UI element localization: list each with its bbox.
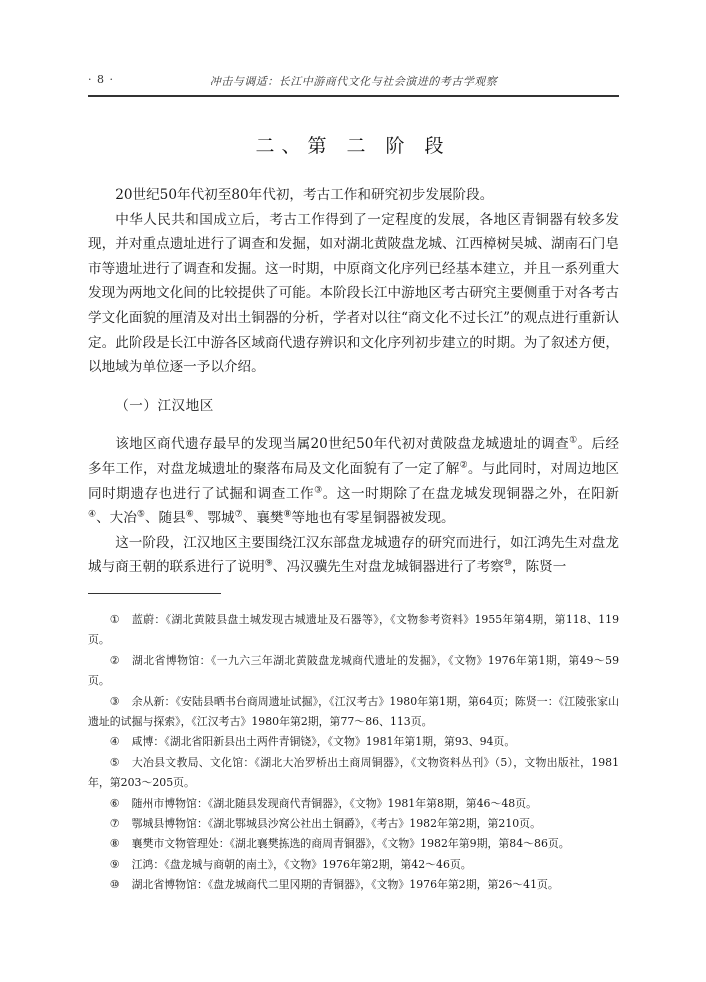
paragraph-3	[88, 432, 619, 530]
section-title: 二、第 二 阶 段	[255, 135, 451, 157]
text-run: 、随县	[144, 510, 186, 527]
footnote-number: ⑥	[109, 796, 120, 810]
paragraph-2: 中华人民共和国成立后，考古工作得到了一定程度的发展，各地区青铜器有较多发现，并对重点遗址进行了调查和发掘，如对湖北黄陂盘龙城、江西樟树吴城、湖南石门皂市等遗址进行了调查和发掘。这一时期，中原商文化序列已经基本建立，并且一系列重大发现为两地文化间的比较提供了可能。本阶段长江中游地区考古研究主要侧重于对各考古学文化面貌的厘清及对出土铜器的分析，学者对以往“商文化不过长江”的观点进行重新认定。此阶段是长江中游各区域商代遗存辨识和文化序列初步建立的时期。为了叙述方便，以地域为单位逐一予以介绍。	[88, 211, 619, 376]
footnote-number: ②	[109, 653, 120, 667]
subheading: （一）江汉地区	[115, 397, 214, 414]
text-run: 、襄樊	[242, 510, 284, 527]
footnote-text: 余从新：《安陆县晒书台商周遗址试掘》，《江汉考古》1980年第1期，第64页；陈贤一：《江陵张家山遗址的试掘与探索》，《江汉考古》1980年第2期，第77～86、113页。	[88, 694, 619, 729]
footnote-text: 咸博：《湖北省阳新县出土两件青铜铙》，《文物》1981年第1期，第93、94页。	[131, 735, 516, 749]
footnote-text: 大冶县文教局、文化馆：《湖北大冶罗桥出土商周铜器》，《文物资料丛刊》（5），文物出版社，1981年，第203～205页。	[88, 755, 619, 790]
footnote-rule	[88, 593, 221, 594]
footnote-ref-8[interactable]: ⑧	[283, 509, 292, 520]
footnote-number: ⑨	[109, 857, 120, 871]
text-run: 。这一时期除了在盘龙城发现铜器之外，在阳新	[322, 485, 620, 502]
footnote-10	[88, 875, 619, 895]
page-number: · 8 ·	[88, 73, 114, 86]
footnote-9	[88, 855, 619, 875]
footnote-3	[88, 692, 619, 733]
footnote-ref-10[interactable]: ⑩	[503, 558, 512, 569]
text-run: 、大冶	[96, 510, 137, 527]
footnote-ref-1[interactable]: ①	[569, 435, 578, 446]
text-run: ，陈贤一	[511, 559, 567, 576]
footnote-6	[88, 794, 619, 814]
text-run: 、冯汉骥先生对盘龙城铜器进行了考察	[272, 559, 504, 576]
footnote-number: ⑤	[109, 755, 120, 769]
footnote-1	[88, 610, 619, 651]
paragraph-1: 20世纪50年代初至80年代初，考古工作和研究初步发展阶段。	[115, 187, 494, 203]
footnote-ref-7[interactable]: ⑦	[234, 509, 243, 520]
footnote-text: 蓝蔚：《湖北黄陂县盘土城发现古城遗址及石器等》，《文物参考资料》1955年第4期，第118、119页。	[88, 613, 619, 647]
footnote-ref-9[interactable]: ⑨	[264, 558, 273, 569]
running-title: 冲击与调适：长江中游商代文化与社会演进的考古学观察	[209, 75, 498, 88]
footnote-text: 江鸿：《盘龙城与商朝的南土》，《文物》1976年第2期，第42～46页。	[131, 857, 472, 871]
paragraph-4	[88, 531, 619, 580]
text-run: 。与此同时，对周边地区同时期遗存也进行了试掘和调查工作	[88, 460, 620, 502]
footnote-number: ③	[109, 694, 120, 708]
footnote-number: ①	[109, 613, 120, 626]
text-run: 这一阶段，江汉地区主要围绕江汉东部盘龙城遗存的研究而进行，如江鸿先生对盘龙城与商王朝的联系进行了说明	[88, 534, 619, 576]
footnote-text: 随州市博物馆：《湖北随县发现商代青铜器》，《文物》1981年第8期，第46～48页。	[131, 796, 537, 810]
footnote-ref-2[interactable]: ②	[459, 460, 468, 471]
footnote-7	[88, 814, 619, 834]
text-run: 等地也有零星铜器被发现。	[291, 510, 455, 527]
footnote-number: ⑧	[109, 837, 120, 851]
footnote-number: ④	[109, 735, 120, 749]
footnote-text: 鄂城县博物馆：《湖北鄂城县沙窝公社出土铜爵》，《考古》1982年第2期，第210页。	[131, 817, 541, 831]
footnote-ref-3[interactable]: ③	[314, 485, 323, 495]
footnote-2	[88, 651, 619, 692]
main-text	[88, 183, 619, 580]
footnote-ref-5[interactable]: ⑤	[136, 509, 145, 520]
footnote-4	[88, 732, 619, 752]
footnote-text: 湖北省博物馆：《盘龙城商代二里冈期的青铜器》，《文物》1976年第2期，第26～41页。	[131, 878, 559, 892]
footnote-text: 湖北省博物馆：《一九六三年湖北黄陂盘龙城商代遗址的发掘》，《文物》1976年第1期，第49～59页。	[88, 653, 619, 688]
text-run: 该地区商代遗存最早的发现当属20世纪50年代初对黄陂盘龙城遗址的调查	[115, 436, 570, 453]
footnote-text: 襄樊市文物管理处：《湖北襄樊拣选的商周青铜器》，《文物》1982年第9期，第84～86页。	[131, 837, 570, 851]
header-rule	[88, 95, 619, 97]
footnote-8	[88, 834, 619, 854]
text-run: 、鄂城	[193, 510, 235, 527]
text-run: 。后经多年工作，对盘龙城遗址的聚落布局及文化面貌有了一定了解	[88, 436, 620, 477]
running-header	[88, 68, 619, 90]
footnote-number: ⑦	[109, 817, 120, 831]
footnote-5	[88, 753, 619, 794]
footnote-ref-4[interactable]: ④	[88, 509, 97, 520]
footnotes	[88, 610, 619, 896]
footnote-ref-6[interactable]: ⑥	[185, 509, 194, 520]
footnote-number: ⑩	[109, 878, 120, 892]
